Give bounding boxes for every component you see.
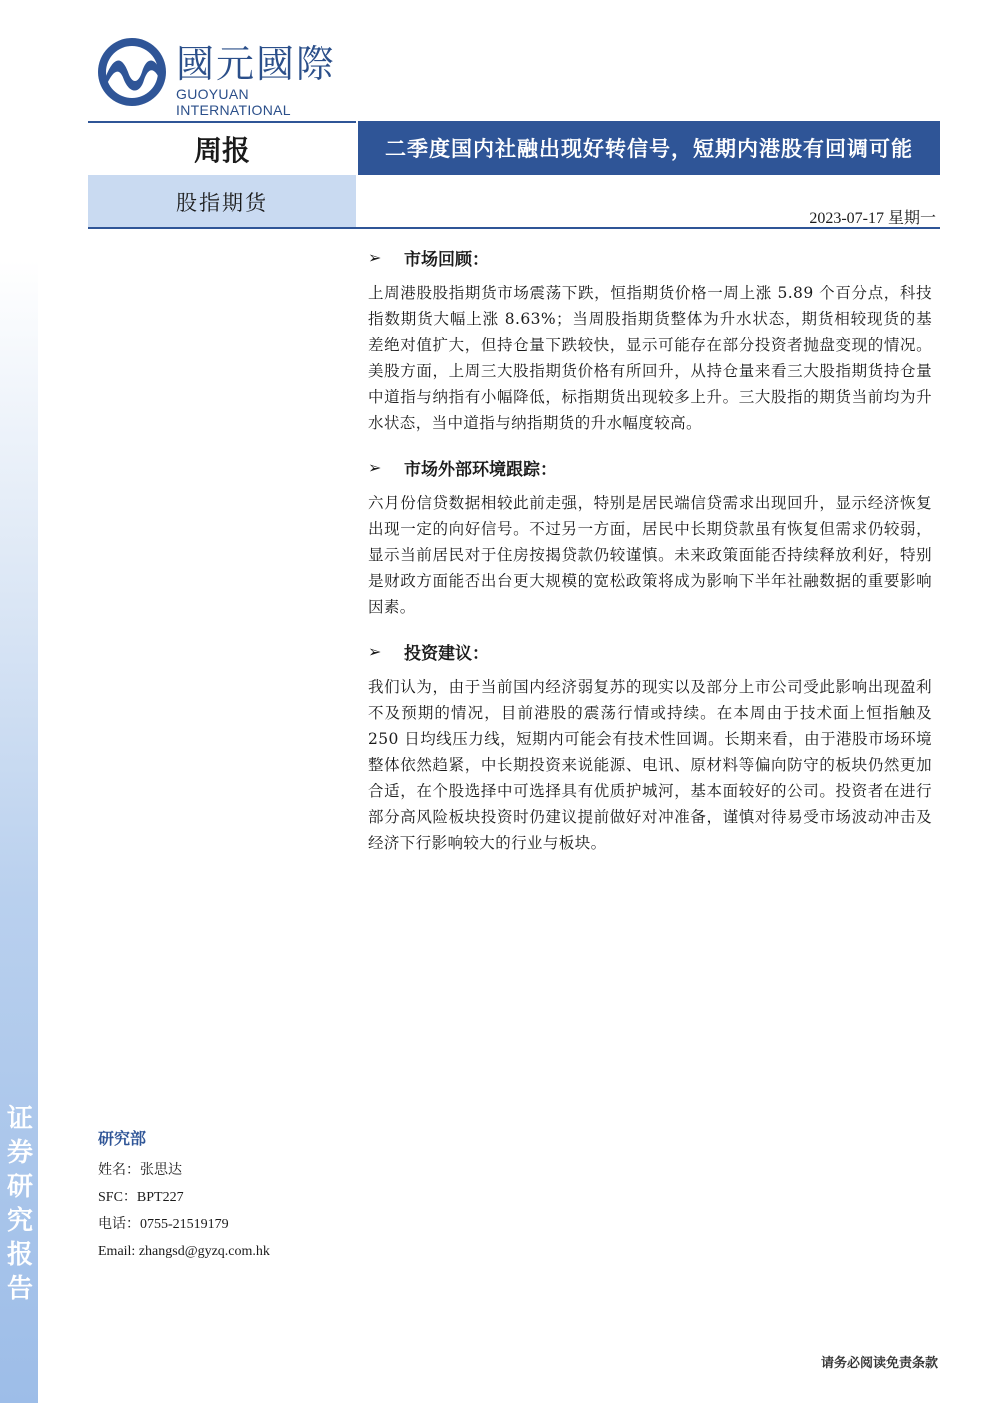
logo-name-cn: 國元國際 — [176, 42, 337, 86]
analyst-phone: 电话：0755-21519179 — [98, 1217, 229, 1232]
logo-name-en: GUOYUAN INTERNATIONAL — [176, 86, 291, 118]
department: 研究部 — [98, 1129, 147, 1148]
section-paragraph: 上周港股股指期货市场震荡下跌，恒指期货价格一周上涨 5.89 个百分点，科技指数期货大幅上涨 8.63%；当周股指期货整体为升水状态，期货相较现货的基差绝对值扩大，但持仓量下跌较快，显示可能存在部分投资者抛盘变现的情况。美股方面，上周三大股指期货价格有所回升，从持仓量来看三大股指期货持仓量中道指与纳指有小幅降低，标指期货出现较多上升。三大股指的期货当前均为升水状态，当中道指与纳指期货的升水幅度较高。 — [368, 284, 932, 432]
arrow-bullet-icon: ➢ — [368, 457, 382, 477]
company-logo — [96, 36, 366, 118]
report-title: 二季度国内社融出现好转信号，短期内港股有回调可能 — [358, 121, 940, 175]
analyst-email[interactable]: Email: zhangsd@gyzq.com.hk — [98, 1244, 270, 1259]
section-heading — [368, 634, 932, 668]
analyst-name: 姓名：张思达 — [98, 1163, 182, 1178]
header-divider — [88, 227, 940, 229]
analyst-sfc: SFC：BPT227 — [98, 1190, 184, 1205]
category-row — [88, 175, 940, 229]
arrow-bullet-icon: ➢ — [368, 641, 382, 661]
section-paragraph: 我们认为，由于当前国内经济弱复苏的现实以及部分上市公司受此影响出现盈利不及预期的情况，目前港股的震荡行情或持续。在本周由于技术面上恒指触及 250 日均线压力线，短期内可能会有技术性回调。长期来看，由于港股市场环境整体依然趋紧，中长期投资来说能源、电讯、原材料等偏向防守的板块仍然更加合适，在个股选择中可选择具有优质护城河，基本面较好的公司。投资者在进行部分高风险板块投资时仍建议提前做好对冲准备，谨慎对待易受市场波动冲击及经济下行影响较大的行业与板块。 — [368, 678, 932, 852]
section-heading — [368, 450, 932, 484]
report-header — [88, 121, 940, 175]
arrow-bullet-icon: ➢ — [368, 247, 382, 267]
guoyuan-logo-icon — [96, 36, 168, 108]
analyst-contact — [98, 1126, 358, 1265]
section-heading-text: 市场外部环境跟踪： — [404, 459, 557, 480]
report-body — [368, 240, 932, 870]
report-category: 股指期货 — [88, 175, 356, 229]
side-vertical-label: 证券研究报告 — [6, 1104, 33, 1304]
section-heading-text: 投资建议： — [404, 643, 489, 664]
section-heading — [368, 240, 932, 274]
disclaimer-note: 请务必阅读免责条款 — [820, 1356, 938, 1371]
section-heading-text: 市场回顾： — [404, 249, 489, 270]
report-date: 2023-07-17 星期一 — [809, 210, 936, 227]
report-type: 周报 — [88, 121, 356, 175]
section-paragraph: 六月份信贷数据相较此前走强，特别是居民端信贷需求出现回升，显示经济恢复出现一定的向好信号。不过另一方面，居民中长期贷款虽有恢复但需求仍较弱，显示当前居民对于住房按揭贷款仍较谨慎。未来政策面能否持续释放利好，特别是财政方面能否出台更大规模的宽松政策将成为影响下半年社融数据的重要影响因素。 — [368, 494, 932, 616]
